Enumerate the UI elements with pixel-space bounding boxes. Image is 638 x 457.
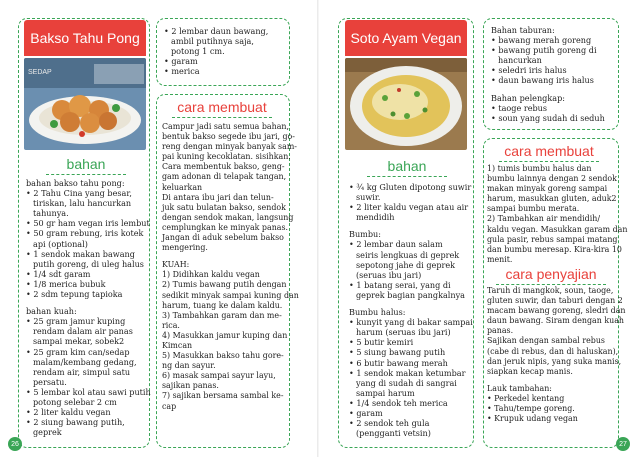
text-line: seiris lengkuas di geprek — [356, 249, 460, 260]
text-line: • 5 siung bawang putih — [349, 347, 446, 358]
text-line: • 50 gr ham vegan iris lembut — [26, 218, 150, 229]
text-line: putih goreng, di uleg halus — [33, 258, 144, 269]
text-line: pai kuning kecoklatan. sisihkan. — [162, 152, 291, 162]
text-line: • 1/4 sendok teh merica — [349, 397, 448, 408]
text-line: reng dengan minyak banyak sam- — [162, 142, 297, 152]
text-line: • kunyit yang di bakar sampai — [349, 317, 473, 328]
page-number-right: 27 — [616, 437, 630, 451]
text-line: • 2 lembar daun salam — [349, 239, 443, 250]
recipe-title-left: Bakso Tahu Pong — [24, 20, 146, 56]
text-line: tahunya. — [33, 208, 69, 219]
text-line: persatu. — [33, 376, 67, 387]
text-line: Taruh di mangkok, soun, taoge, — [487, 286, 614, 295]
text-line: sajikan panas. — [162, 381, 219, 391]
text-line: (seruas ibu jari) — [356, 269, 422, 280]
text-line: Bumbu halus: — [349, 307, 406, 318]
bakso-photo — [24, 58, 146, 150]
text-line: • 1 sendok makan ketumbar — [349, 367, 466, 378]
text-line: • 1/4 sdt garam — [26, 268, 91, 279]
soto-photo — [345, 58, 467, 150]
text-line — [487, 377, 625, 384]
photo-label: SEDAP — [28, 69, 52, 76]
bahan-heading-left: bahan — [46, 156, 126, 172]
text-line: potong selebar 2 cm — [33, 396, 117, 407]
page-number-left: 26 — [8, 437, 22, 451]
text-line: sampai mekar, sobek2 — [33, 336, 125, 347]
penyajian-heading: cara penyajian — [496, 266, 606, 282]
text-line: harum (seruas ibu jari) — [356, 327, 451, 338]
text-line: bentuk bakso segede ibu jari, go- — [162, 132, 295, 142]
bahan-heading-right: bahan — [367, 158, 447, 174]
text-line: • 6 butir bawang merah — [349, 357, 448, 368]
text-line: • 25 gram jamur kuping — [26, 316, 126, 327]
text-line: KUAH: — [162, 260, 190, 270]
text-line: • 5 lembar kol atau sawi putih — [26, 386, 151, 397]
text-line: mendidih — [356, 212, 395, 223]
text-line — [349, 222, 473, 229]
text-line: gluten suwir, dan taburi dengan 2 — [487, 296, 623, 306]
text-line: mengering. — [162, 243, 208, 253]
text-line: suwir. — [356, 192, 381, 203]
text-line: bahan kuah: — [26, 306, 77, 317]
text-line — [491, 86, 605, 93]
text-line: 1) tumis bumbu halus dan — [487, 164, 592, 173]
text-line: • garam — [164, 56, 198, 67]
text-line: 5) Masukkan bakso tahu gore- — [162, 351, 284, 361]
text-line: • 2 sendok teh gula — [349, 418, 430, 429]
text-line: 4) Masukkan jamur kuping dan — [162, 330, 288, 340]
text-line: yang di sudah di sangrai — [356, 377, 457, 388]
text-line: ambil putihnya saja, — [171, 36, 254, 47]
text-line: 1) Didihkan kaldu vegan — [162, 270, 260, 280]
text-line: hancurkan — [498, 55, 542, 66]
text-line: kaldu vegan. Masukkan garam dan — [487, 224, 628, 234]
text-line: • Perkedel kentang — [487, 393, 565, 403]
text-line: potong 1 cm. — [171, 46, 225, 57]
text-line: macam bawang goreng, sledri dan — [487, 306, 626, 316]
text-line: dengan sendok makan, langsung — [162, 212, 294, 222]
text-line: • 2 liter kaldu vegan atau air — [349, 202, 469, 213]
text-line: • 50 gram rebung, iris kotek — [26, 228, 144, 239]
text-line: keluarkan — [162, 182, 203, 192]
text-line: rendam dalam air panas — [33, 326, 133, 337]
text-line: • soun yang sudah di seduh — [491, 112, 605, 123]
text-line: juk satu bulatan bakso, sendok — [162, 202, 286, 212]
text-line: • merica — [164, 66, 200, 77]
text-line: harum, tuang ke dalam kaldu. — [162, 300, 283, 310]
text-line: (cabe di rebus, dan di haluskan), — [487, 346, 619, 356]
text-line: 7) sajikan bersama sambal ke- — [162, 391, 284, 401]
text-line: sedikit minyak sampai kuning dan — [162, 290, 299, 300]
text-line: • ¾ kg Gluten dipotong suwir — [349, 182, 472, 192]
text-line: • daun bawang iris halus — [491, 75, 594, 86]
text-line: 2) Tumis bawang putih dengan — [162, 280, 287, 290]
text-line: dan bumbu meresap. Kira-kira 10 — [487, 244, 622, 254]
text-line: Bahan taburan: — [491, 25, 555, 35]
text-line: • 1/8 merica bubuk — [26, 278, 106, 289]
penyajian-text — [487, 286, 625, 424]
extra-ingredients-list — [164, 26, 268, 76]
text-line: • 1 sendok makan bawang — [26, 248, 135, 259]
text-line: Bumbu: — [349, 229, 381, 240]
cara-text-right — [487, 164, 627, 265]
text-line: gula pasir, rebus sampai matang — [487, 234, 618, 244]
text-line: harum, masukkan gluten, aduk2 — [487, 194, 617, 204]
text-line: siapkan kecap manis. — [487, 366, 573, 376]
text-line: bumbu lainnya dengan 2 sendok — [487, 174, 617, 184]
text-line: • Tahu/tempe goreng. — [487, 404, 575, 414]
text-line: Sajikan dengan sambal rebus — [487, 336, 605, 346]
text-line: makan minyak goreng sampai — [487, 184, 608, 194]
cara-text-left — [162, 122, 299, 412]
text-line: rica. — [162, 320, 180, 330]
text-line: • 2 siung bawang putih, — [26, 417, 125, 428]
text-line: Di antara ibu jari dan telun- — [162, 192, 274, 202]
text-line: Bahan pelengkap: — [491, 92, 565, 103]
text-line: • 2 Tahu Cina yang besar, — [26, 188, 132, 199]
text-line: • taoge rebus — [491, 102, 548, 113]
text-line: Cara membentuk bakso, geng- — [162, 162, 285, 172]
text-line: malam/kembang gedang, — [33, 356, 137, 367]
text-line: • bawang merah goreng — [491, 35, 592, 46]
text-line: • bawang putih goreng di — [491, 45, 597, 56]
text-line: (pengganti vetsin) — [356, 428, 431, 439]
text-line: • garam — [349, 407, 383, 418]
text-line: 6) masak sampai sayur layu, — [162, 371, 276, 381]
text-line: • seledri iris halus — [491, 65, 567, 76]
bahan-list-right — [349, 182, 473, 438]
text-line: cemplungkan ke minyak panas. — [162, 222, 289, 232]
text-line: Kimcan — [162, 340, 193, 350]
text-line: • 1 batang serai, yang di — [349, 279, 451, 290]
text-line: geprek bagian pangkalnya — [356, 289, 466, 300]
right-page — [319, 0, 638, 457]
text-line: cap — [162, 401, 177, 411]
bahan-list-left — [26, 178, 151, 437]
text-line: 3) Tambahkan garam dan me- — [162, 310, 282, 320]
text-line: • 5 butir kemiri — [349, 337, 414, 348]
text-line: 2) Tambahkan air mendidih/ — [487, 214, 600, 224]
text-line: Jangan di aduk sebelum bakso — [162, 233, 284, 243]
text-line: sampai harum — [356, 387, 415, 398]
text-line: Campur jadi satu semua bahan, — [162, 122, 290, 131]
text-line: • 2 lembar daun bawang, — [164, 26, 269, 36]
text-line: geprek — [33, 427, 62, 438]
text-line: rendam air, simpul satu — [33, 366, 131, 377]
text-line: • 25 gram kim can/sedap — [26, 346, 130, 357]
text-line: dan jeruk nipis, yang suka manis, — [487, 356, 622, 366]
recipe-title-right: Soto Ayam Vegan — [345, 20, 467, 56]
text-line — [349, 300, 473, 307]
cara-heading-right: cara membuat — [499, 143, 599, 159]
taburan-list — [491, 25, 605, 123]
text-line: sampai bumbu merata. — [487, 204, 580, 214]
text-line: • 2 sdm tepung tapioka — [26, 289, 123, 300]
text-line: bahan bakso tahu pong: — [26, 178, 125, 188]
text-line: • 2 liter kaldu vegan — [26, 407, 111, 418]
text-line: ng dan sayur. — [162, 361, 216, 371]
text-line: daun bawang. Siram dengan kuah — [487, 316, 624, 326]
text-line: tiriskan, lalu hancurkan — [33, 198, 132, 209]
text-line: Lauk tambahan: — [487, 383, 552, 393]
text-line — [162, 253, 299, 260]
text-line: panas. — [487, 326, 514, 336]
text-line: menit. — [487, 254, 513, 264]
text-line: • Krupuk udang vegan — [487, 414, 578, 424]
text-line: api (optional) — [33, 238, 88, 249]
text-line: sepotong jahe di geprek — [356, 259, 456, 270]
text-line — [26, 299, 151, 306]
cara-heading-left: cara membuat — [172, 99, 272, 115]
text-line: gam adonan di telapak tangan, — [162, 172, 287, 182]
